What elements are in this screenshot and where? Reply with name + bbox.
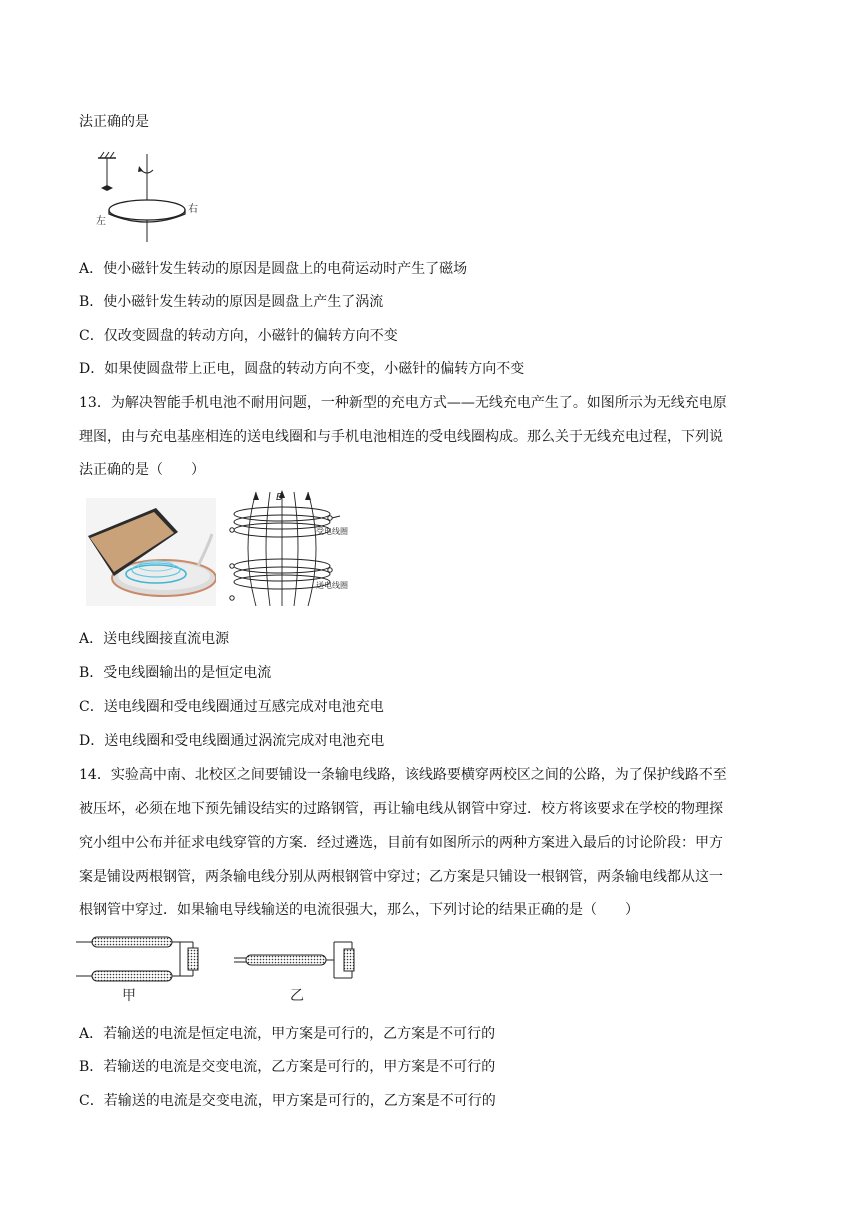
coil-field-diagram (226, 488, 366, 610)
q13-option-a: A．送电线圈接直流电源 (79, 631, 230, 647)
disk-left-label: 左 (96, 216, 106, 227)
q12-option-b: B．使小磁针发生转动的原因是圆盘上产生了涡流 (79, 294, 384, 310)
q14-stem-line1: 14．实验高中南、北校区之间要铺设一条输电线路，该线路要横穿两校区之间的公路，为了保护线路不至 (79, 767, 727, 783)
q14-stem-line3: 究小组中公布并征求电线穿管的方案．经过遴选，目前有如图所示的两种方案进入最后的讨论阶段：甲方 (79, 835, 723, 851)
pipe-schemes-figure (76, 928, 366, 1008)
send-coil-label: 送电线圈 (316, 581, 348, 590)
q13-stem-line3: 法正确的是（ ） (79, 462, 205, 478)
q13-option-d: D．送电线圈和受电线圈通过涡流完成对电池充电 (79, 733, 385, 749)
q14-option-c: C．若输送的电流是交变电流，甲方案是可行的，乙方案是不可行的 (79, 1093, 496, 1109)
field-b-label: B (276, 492, 283, 503)
q13-option-c: C．送电线圈和受电线圈通过互感完成对电池充电 (79, 699, 384, 715)
disk-right-label: 右 (188, 204, 198, 215)
q14-option-b: B．若输送的电流是交变电流，乙方案是可行的，甲方案是不可行的 (79, 1059, 496, 1075)
q13-stem-line2: 理图，由与充电基座相连的送电线圈和与手机电池相连的受电线圈构成。那么关于无线充电过程，下列说 (79, 429, 723, 445)
q13-stem-line1: 13．为解决智能手机电池不耐用问题，一种新型的充电方式——无线充电产生了。如图所示为无线充电原 (79, 395, 727, 411)
q14-stem-line4: 案是铺设两根钢管，两条输电线分别从两根钢管中穿过；乙方案是只铺设一根钢管，两条输电线都从这一 (79, 869, 723, 885)
wireless-charger-photo (86, 498, 216, 606)
q13-option-b: B．受电线圈输出的是恒定电流 (79, 665, 272, 681)
receive-coil-label: 受电线圈 (316, 527, 348, 536)
scheme-jia-label: 甲 (122, 988, 136, 1004)
q14-stem-line5: 根钢管中穿过．如果输电导线输送的电流很强大，那么，下列讨论的结果正确的是（ ） (79, 902, 639, 918)
q12-option-d: D．如果使圆盘带上正电，圆盘的转动方向不变，小磁针的偏转方向不变 (79, 361, 525, 377)
q14-stem-line2: 被压坏，必须在地下预先铺设结实的过路钢管，再让输电线从钢管中穿过．校方将该要求在学校的物理探 (79, 801, 723, 817)
scheme-yi-label: 乙 (290, 988, 304, 1004)
q12-option-a: A．使小磁针发生转动的原因是圆盘上的电荷运动时产生了磁场 (79, 261, 468, 277)
rotating-disk-figure (90, 150, 200, 246)
q12-stem-tail: 法正确的是 (79, 114, 149, 130)
q14-option-a: A．若输送的电流是恒定电流，甲方案是可行的，乙方案是不可行的 (79, 1026, 496, 1042)
q12-option-c: C．仅改变圆盘的转动方向，小磁针的偏转方向不变 (79, 328, 398, 344)
